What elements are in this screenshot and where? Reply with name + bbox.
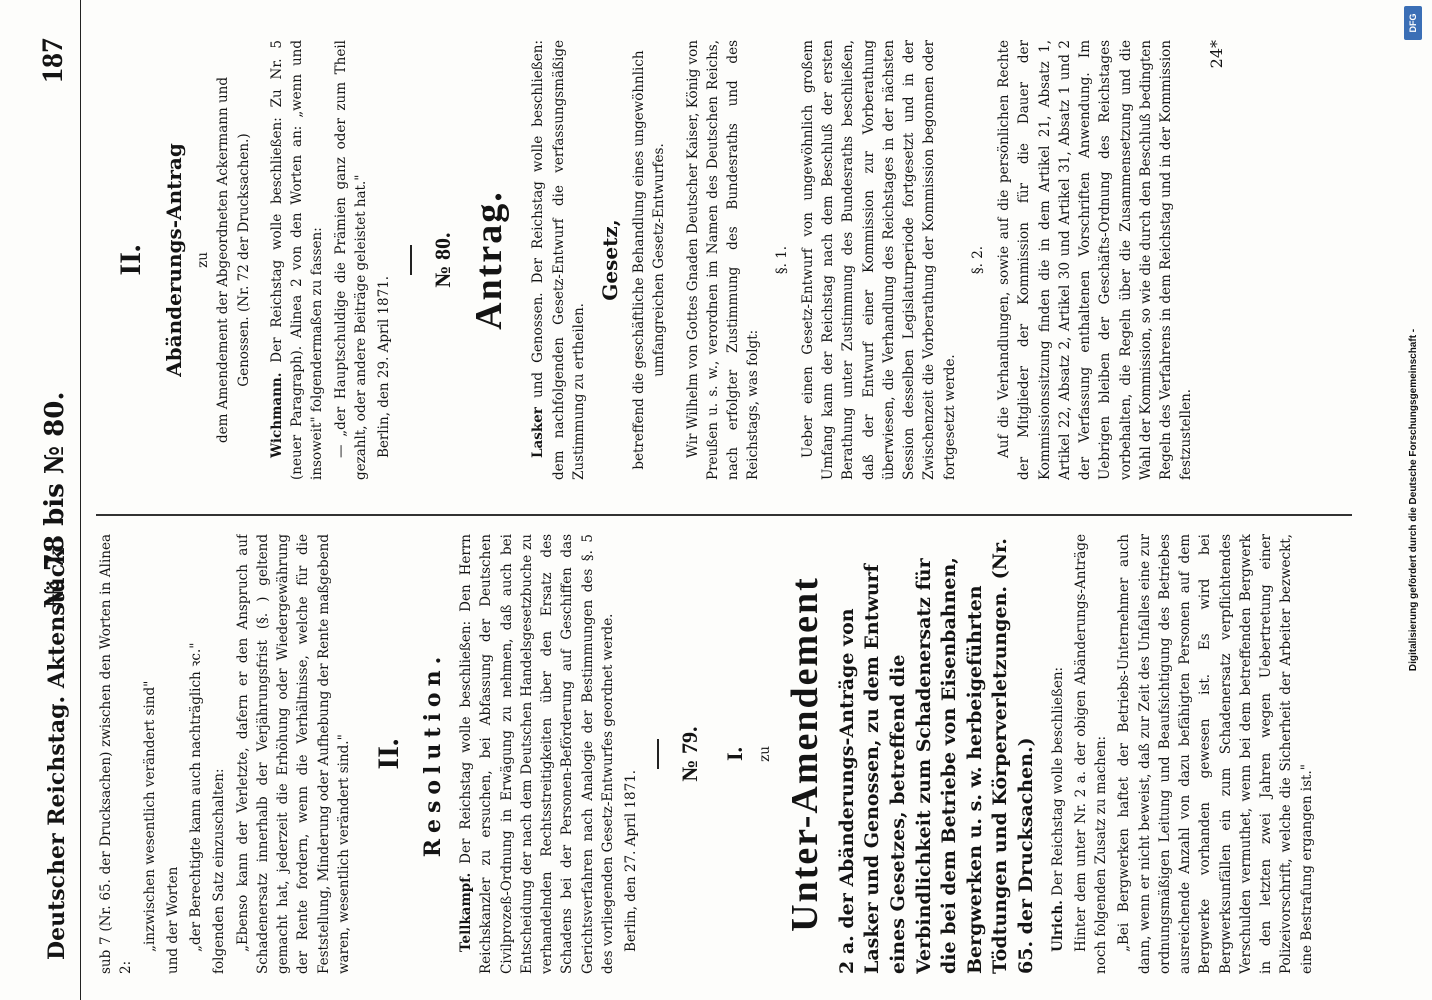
column-divider — [96, 515, 1352, 517]
document-subject: 2 a. der Abänderungs-Anträge von Lasker und Genossen, zu dem Entwurf eines Gesetzes, betreffend die Verbindlichkeit zum Schadenersatz für die bei dem Betriebe von Eisenbahnen, Bergwerken u. s. w. herbeigeführten Tödtungen und Körperverletzungen. (Nr. 65. der Drucksachen.) — [835, 538, 1038, 974]
continuation-text: folgenden Satz einzuschalten: — [211, 768, 228, 974]
digitization-credit: Digitalisierung gefördert durch die Deutsche Forschungsgemeinschaft - — [1408, 328, 1419, 672]
paragraph-number: §. 1. — [773, 245, 790, 275]
left-column — [96, 534, 1362, 974]
continuation-text: sub 7 (Nr. 65. der Drucksachen) zwischen den Worten in Alinea 2: — [98, 534, 135, 974]
proposer-name: Ulrich. — [1049, 900, 1066, 952]
zu-label: zu — [195, 252, 211, 268]
amendment-date: Berlin, den 29. April 1871. — [376, 275, 392, 458]
section-rule — [657, 739, 659, 769]
motion-text: und Genossen. Der Reichstag wolle beschließen: dem nachfolgenden Gesetz-Entwurf die verfassungsmäßige Zustimmung zu ertheilen. — [530, 40, 587, 480]
header-publication: Deutscher Reichstag. Aktenstück — [44, 548, 70, 960]
page-number: 187 — [36, 38, 69, 83]
motion-intro: Der Reichstag wolle beschließen: — [1049, 666, 1066, 896]
document-title: Unter-Amendement — [784, 576, 826, 932]
motion-text: Hinter dem unter Nr. 2 a. der obigen Abänderungs-Anträge noch folgenden Zusatz zu machen: — [1072, 534, 1110, 974]
proposer-name: Tellkampf. — [458, 872, 474, 952]
dfg-logo: DFG — [1404, 6, 1422, 40]
paragraph-text: Ueber einen Gesetz-Entwurf von ungewöhnlich großem Umfang kann der Reichstag nach dem Beschluß der ersten Berathung unter Zustimmung des Bundesraths beschließen, daß der Entwurf einer Kommission zur Vorberathung überwiesen, die Verhandlung des Reichstages in der nächsten Session desselben Legislaturperiode fortgesetzt und in der Zwischenzeit die Vorberathung der Kommission begonnen oder fortgesetzt werde. — [799, 40, 958, 480]
header-document-range: № 78 bis № 80. — [40, 391, 70, 609]
proposer-name: Lasker — [530, 407, 547, 458]
quoted-text: „der Berechtigte kann auch nachträglich ꝛc." — [188, 642, 204, 952]
resolution-heading: Resolution. — [420, 650, 446, 858]
quoted-text: „inzwischen wesentlich verändert sind" — [141, 680, 158, 952]
resolution-text: Der Reichstag wolle beschließen: Den Herrn Reichskanzler zu ersuchen, bei Abfassung der Deutschen Civilprozeß-Ordnung in Erwägung zu nehmen, daß auch bei Entscheidung der nach dem Deutschen Handelsgesetzbuche zu verhandelnden Rechtsstreitigkeiten über den Ersatz des Schadens bei der Personen-Beförderung auf Geschiffen das Gerichtsverfahren nach Analogie der Bestimmungen des §. 5 des vorliegenden Gesetz-Entwurfes geordnet werde. — [458, 534, 616, 974]
continuation-text: und der Worten — [164, 866, 181, 974]
paragraph-text: Auf die Verhandlungen, sowie auf die persönlichen Rechte der Mitglieder der Kommission für die Dauer der Kommissionssitzung finden die in dem Artikel 21, Absatz 1, Artikel 22, Absatz 2, Artikel 30 und Artikel 31, Absatz 1 und 2 der Verfassung enthaltenen Vorschriften Anwendung. Im Uebrigen bleiben der Geschäfts-Ordnung des Reichstages vorbehalten, die Regeln über die Zusammensetzung und die Wahl der Kommission, so wie die durch den Beschluß bedingten Regeln des Verfahrens in dem Reichstag und in der Kommission festzustellen. — [996, 40, 1195, 480]
section-numeral: I. — [721, 746, 747, 762]
zu-label: zu — [756, 746, 773, 762]
amendment-quote: — „der Hauptschuldige die Prämien ganz oder zum Theil gezahlt, oder andere Beiträge geleistet hat." — [332, 40, 369, 480]
signature-mark: 24* — [1206, 40, 1226, 69]
section-numeral: II. — [372, 738, 405, 770]
document-number: № 79. — [676, 726, 702, 782]
resolution-date: Berlin, den 27. April 1871. — [623, 769, 639, 952]
proposer-name: Wichmann. — [268, 372, 285, 458]
amendment-heading: Abänderungs-Antrag — [162, 143, 186, 377]
document-title: Antrag. — [467, 190, 510, 330]
section-rule — [410, 245, 412, 275]
section-numeral: II. — [114, 244, 147, 276]
page-header — [14, 0, 81, 1000]
motion-quote: „Bei Bergwerken haftet der Betriebs-Unternehmer auch dann, wenn er nicht beweist, daß zur Zeit des Unfalles eine zur ordnungsmäßigen Leitung und Beaufsichtigung des Betriebes ausreichende Anzahl von dazu befähigten Personen auf dem Bergwerke vorhanden gewesen ist. Es wird bei Bergwerksunfällen ein zum Schadenersatz verpflichtendes Verschulden vermuthet, wenn bei dem betreffenden Bergwerk in den letzten zwei Jahren wegen Uebertretung einer Polizeivorschrift, welche die Sicherheit der Arbeiter bezweckt, eine Bestrafung ergangen ist." — [1116, 534, 1315, 974]
document-number: № 80. — [429, 232, 455, 288]
paragraph-number: §. 2. — [969, 245, 986, 275]
amendment-subtitle: dem Amendement der Abgeordneten Ackermann und Genossen. (Nr. 72 der Drucksachen.) — [215, 77, 252, 443]
amendment-text: Der Reichstag wolle beschließen: Zu Nr. 5 (neuer Paragraph). Alinea 2 von den Worten an: „wenn und insoweit" folgendermaßen zu fassen: — [268, 40, 326, 480]
law-heading: Gesetz, — [598, 219, 623, 301]
right-column — [96, 40, 1362, 480]
law-subtitle: betreffend die geschäftliche Behandlung eines ungewöhnlich umfangreichen Gesetz-Entwurfes. — [631, 50, 668, 470]
enacting-formula: Wir Wilhelm von Gottes Gnaden Deutscher Kaiser, König von Preußen u. s. w., verordnen im Namen des Deutschen Reichs, nach erfolgter Zustimmung des Bundesraths und des Reichstags, was folgt: — [684, 40, 762, 480]
quoted-paragraph: „Ebenso kann der Verletzte, dafern er den Anspruch auf Schadenersatz innerhalb der Verjährungsfrist (§. ) geltend gemacht hat, jederzeit die Erhöhung oder Wiedergewährung der Rente fordern, wenn die Verhältnisse, welche für die Feststellung, Minderung oder Aufhebung der Rente maßgebend waren, wesentlich verändert sind." — [234, 534, 352, 974]
